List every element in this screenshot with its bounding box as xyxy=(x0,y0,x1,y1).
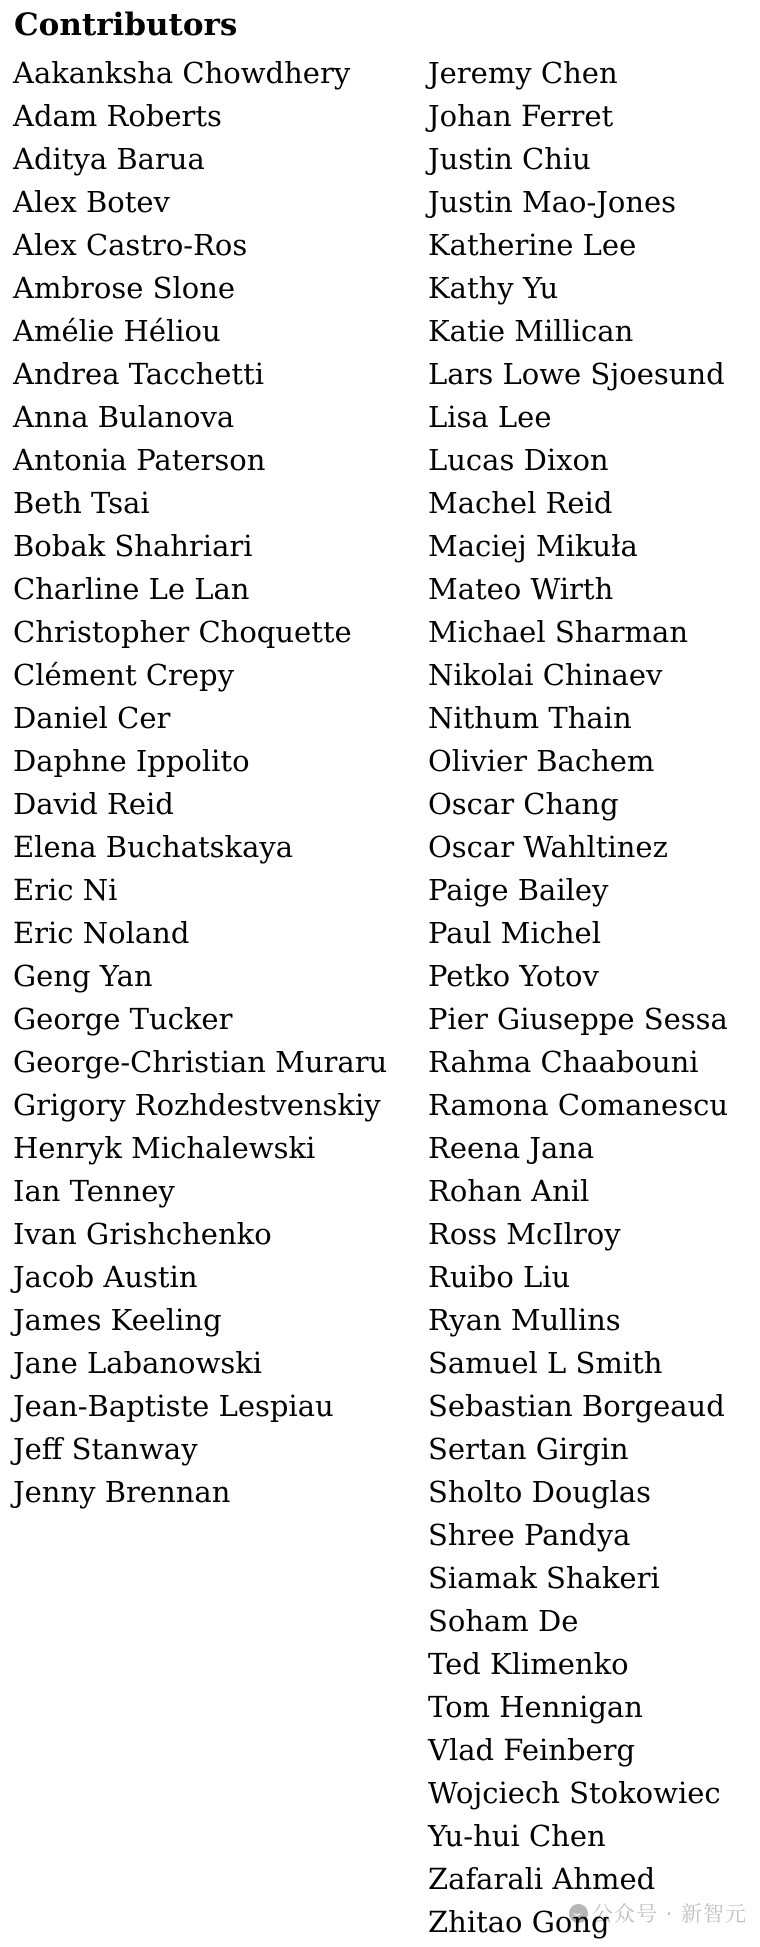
contributor-name: Nithum Thain xyxy=(428,701,632,735)
contributor-name: Charline Le Lan xyxy=(13,572,250,606)
contributors-right-column xyxy=(428,52,760,1944)
contributor-name: Jean-Baptiste Lespiau xyxy=(13,1389,334,1423)
contributor-name: Samuel L Smith xyxy=(428,1346,663,1380)
contributor-name: Rohan Anil xyxy=(428,1174,590,1208)
contributor-name: Daphne Ippolito xyxy=(13,744,250,778)
contributor-name: Oscar Wahltinez xyxy=(428,830,668,864)
contributor-name: Rahma Chaabouni xyxy=(428,1045,699,1079)
contributor-name: Christopher Choquette xyxy=(13,615,352,649)
page-title: Contributors xyxy=(14,7,238,43)
contributor-name: Pier Giuseppe Sessa xyxy=(428,1002,728,1036)
contributor-name: Justin Mao-Jones xyxy=(428,185,677,219)
watermark-label: 公众号 · 新智元 xyxy=(592,1902,748,1926)
contributor-name: Lars Lowe Sjoesund xyxy=(428,357,725,391)
contributor-name: Nikolai Chinaev xyxy=(428,658,663,692)
contributor-name: Sertan Girgin xyxy=(428,1432,629,1466)
contributor-name: Ruibo Liu xyxy=(428,1260,571,1294)
contributor-name: Daniel Cer xyxy=(13,701,171,735)
contributor-name: Shree Pandya xyxy=(428,1518,631,1552)
contributor-name: Yu-hui Chen xyxy=(428,1819,606,1853)
contributor-name: Alex Castro-Ros xyxy=(13,228,248,262)
contributor-name: Aakanksha Chowdhery xyxy=(13,56,351,90)
contributor-name: James Keeling xyxy=(13,1303,222,1337)
contributor-name: Katherine Lee xyxy=(428,228,637,262)
contributor-name: Zhitao Gong xyxy=(428,1905,610,1939)
contributor-name: Wojciech Stokowiec xyxy=(428,1776,721,1810)
contributor-name: Mateo Wirth xyxy=(428,572,614,606)
contributor-name: Ted Klimenko xyxy=(428,1647,629,1681)
contributor-name: Eric Noland xyxy=(13,916,190,950)
contributor-name: Elena Buchatskaya xyxy=(13,830,294,864)
contributor-name: Ryan Mullins xyxy=(428,1303,621,1337)
contributor-name: Vlad Feinberg xyxy=(428,1733,636,1767)
contributor-name: Kathy Yu xyxy=(428,271,559,305)
contributor-name: Alex Botev xyxy=(13,185,170,219)
contributor-name: Beth Tsai xyxy=(13,486,150,520)
contributors-left-column xyxy=(0,52,428,1944)
contributor-name: Geng Yan xyxy=(13,959,153,993)
contributor-name: Andrea Tacchetti xyxy=(13,357,265,391)
contributor-name: Sholto Douglas xyxy=(428,1475,652,1509)
contributor-name: Zafarali Ahmed xyxy=(428,1862,656,1896)
contributor-name: Paul Michel xyxy=(428,916,601,950)
contributor-name: Adam Roberts xyxy=(13,99,222,133)
contributor-name: Soham De xyxy=(428,1604,579,1638)
contributor-name: Ivan Grishchenko xyxy=(13,1217,272,1251)
contributor-name: Ramona Comanescu xyxy=(428,1088,729,1122)
contributor-name: Eric Ni xyxy=(13,873,118,907)
contributor-name: Jeremy Chen xyxy=(428,56,618,90)
contributor-name: Ambrose Slone xyxy=(13,271,236,305)
contributor-name: Bobak Shahriari xyxy=(13,529,253,563)
contributor-name: Michael Sharman xyxy=(428,615,688,649)
contributor-name: David Reid xyxy=(13,787,174,821)
contributor-name: Katie Millican xyxy=(428,314,634,348)
contributor-name: Siamak Shakeri xyxy=(428,1561,660,1595)
contributor-name: Antonia Paterson xyxy=(13,443,266,477)
contributors-columns xyxy=(0,52,760,1944)
contributor-name: Johan Ferret xyxy=(428,99,614,133)
contributor-name: Lisa Lee xyxy=(428,400,552,434)
contributor-name: Paige Bailey xyxy=(428,873,609,907)
contributor-name: George Tucker xyxy=(13,1002,233,1036)
contributor-name: Anna Bulanova xyxy=(13,400,235,434)
contributor-name: Oscar Chang xyxy=(428,787,619,821)
contributor-name: George-Christian Muraru xyxy=(13,1045,388,1079)
contributor-name: Aditya Barua xyxy=(13,142,205,176)
contributor-name: Amélie Héliou xyxy=(13,314,221,348)
contributor-name: Machel Reid xyxy=(428,486,613,520)
contributor-name: Tom Hennigan xyxy=(428,1690,643,1724)
contributor-name: Reena Jana xyxy=(428,1131,595,1165)
contributor-name: Maciej Mikuła xyxy=(428,529,638,563)
contributor-name: Ian Tenney xyxy=(13,1174,175,1208)
contributor-name: Clément Crepy xyxy=(13,658,234,692)
contributor-name: Jenny Brennan xyxy=(13,1475,231,1509)
contributor-name: Jacob Austin xyxy=(13,1260,198,1294)
contributor-name: Jane Labanowski xyxy=(13,1346,263,1380)
contributor-name: Petko Yotov xyxy=(428,959,599,993)
contributor-name: Sebastian Borgeaud xyxy=(428,1389,725,1423)
contributor-name: Grigory Rozhdestvenskiy xyxy=(13,1088,381,1122)
contributor-name: Lucas Dixon xyxy=(428,443,609,477)
contributor-name: Olivier Bachem xyxy=(428,744,655,778)
contributor-name: Henryk Michalewski xyxy=(13,1131,316,1165)
contributor-name: Jeff Stanway xyxy=(13,1432,198,1466)
contributor-name: Justin Chiu xyxy=(428,142,591,176)
contributor-name: Ross McIlroy xyxy=(428,1217,621,1251)
